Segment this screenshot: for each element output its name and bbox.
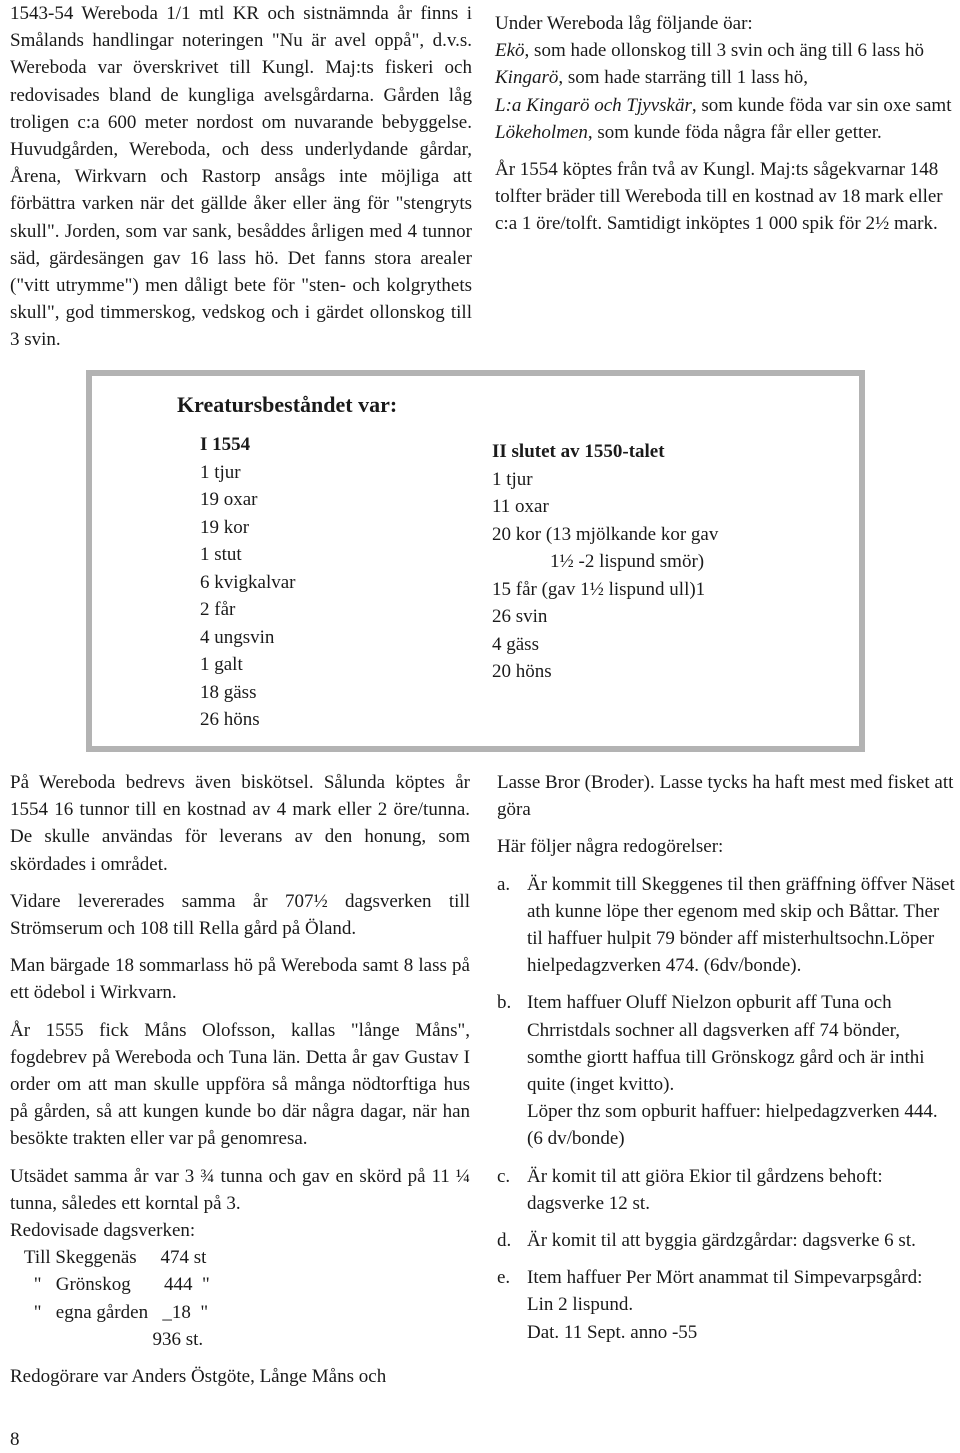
list-item: 6 kvigkalvar	[200, 571, 296, 593]
item-extra: Löper thz som opburit haffuer: hielpedagzverken 444. (6 dv/bonde)	[527, 1101, 938, 1150]
report-item	[497, 1163, 957, 1217]
item-letter: a.	[497, 873, 511, 895]
reporters-continued: Lasse Bror (Broder). Lasse tycks ha haft mest med fisket att göra	[497, 772, 954, 821]
list-item: 1 galt	[200, 654, 243, 675]
intro-paragraph: 1543-54 Wereboda 1/1 mtl KR och sistnämnda år finns i Smålands handlingar noteringen "Nu är avel oppå", d.v.s. Wereboda var överskrivet till Kungl. Maj:ts fiskeri och redovisades bland de kungliga avelsgårdarna. Gården låg troligen c:a 600 meter nordost om nuvarande bebyggelse. Huvudgården, Wereboda, och dess underlydande gårdar, Årena, Wirkvarn och Rastorp ansågs inte möjliga att förbättra varken när det gällde åker eller äng för "stengryts skull". Jorden, som var sank, besåddes årligen med 4 tunnor säd, gärdesängen gav 16 lass hö. Det fanns stora arealer ("vitt utrymme") men dåligt bete för "sten- och kolgrythets skull", god timmerskog, vedskog och i gärdet ollonskog till 3 svin.	[10, 3, 472, 351]
purchase-paragraph: År 1554 köptes från två av Kungl. Maj:ts sågekvarnar 148 tolfter bräder till Wereboda till en kostnad av 18 mark eller c:a 1 öre/tolft. Samtidigt inköptes 1 000 spik för 2½ mark.	[495, 159, 943, 235]
item-extra: Lin 2 lispund.	[527, 1294, 634, 1316]
bottom-right-column	[497, 769, 957, 1346]
dagsverken-row: " Grönskog 444 "	[10, 1274, 210, 1296]
list-item: 1 tjur	[200, 461, 241, 483]
page-number: 8	[10, 1429, 20, 1450]
livestock-title: Kreatursbeståndet var:	[177, 392, 398, 417]
item-letter: d.	[497, 1230, 512, 1252]
list-item: 1 tjur	[492, 468, 533, 490]
livestock-list-late-1550s	[492, 438, 718, 686]
island-line: L:a Kingarö och Tjyvskär, som kunde föda var sin oxe samt	[495, 94, 952, 116]
report-item	[497, 1227, 957, 1254]
harvest-paragraph: Utsädet samma år var 3 ¾ tunna och gav en skörd på 11 ¼ tunna, således ett korntal på 3.	[10, 1165, 470, 1214]
list-item: 26 höns	[200, 709, 260, 730]
item-text: Item haffuer Per Mört anammat til Simpevarpsgård:	[527, 1267, 923, 1289]
report-item	[497, 1264, 957, 1346]
list-item: 18 gäss	[200, 681, 257, 703]
item-text: Är komit til att byggia gärdzgårdar: dagsverke 6 st.	[527, 1230, 916, 1252]
deliveries-paragraph: Vidare levererades samma år 707½ dagsverken till Strömserum och 108 till Rella gård på Öland.	[10, 890, 470, 940]
dagsverken-table	[10, 1244, 470, 1353]
list-item: 1½ -2 lispund smör)	[550, 551, 705, 572]
beekeeping-paragraph: På Wereboda bedrevs även biskötsel. Sålunda köptes år 1554 16 tunnor till en kostnad av 4 mark eller 2 öre/tunna. De skulle användas för leverans av den honung, som skördades i området.	[10, 772, 470, 875]
island-name: L:a Kingarö och Tjyvskär	[495, 94, 692, 116]
dagsverken-row: 936 st.	[10, 1328, 204, 1350]
reporters-paragraph: Redogörare var Anders Östgöte, Långe Måns och	[10, 1366, 387, 1388]
list-item: 4 gäss	[492, 633, 539, 655]
dagsverken-heading: Redovisade dagsverken:	[10, 1220, 196, 1242]
item-date: Dat. 11 Sept. anno -55	[527, 1321, 698, 1343]
livestock-box	[86, 370, 865, 752]
island-line: Kingarö, som hade starräng till 1 lass hö,	[495, 67, 808, 89]
list-item: 2 får	[200, 599, 236, 620]
item-letter: b.	[497, 992, 512, 1014]
list-heading: II slutet av 1550-talet	[492, 441, 665, 462]
report-item	[497, 989, 957, 1152]
item-text: Item haffuer Oluff Nielzon opburit aff Tuna och Chrristdals sochner all dagsverken aff 74 bönder, somthe giortt haffua till Grönskogz gård och är inthi quite (inget kvitto).	[527, 992, 925, 1096]
island-name: Kingarö	[495, 67, 559, 89]
island-name: Ekö	[495, 40, 525, 62]
list-heading: I 1554	[200, 434, 251, 455]
list-item: 4 ungsvin	[200, 626, 275, 648]
island-line: Lökeholmen, som kunde föda några får eller getter.	[495, 121, 882, 143]
top-left-column	[10, 0, 472, 354]
island-name: Lökeholmen	[495, 121, 588, 143]
hay-paragraph: Man bärgade 18 sommarlass hö på Wereboda samt 8 lass på ett ödebol i Wirkvarn.	[10, 955, 470, 1004]
list-item: 11 oxar	[492, 496, 549, 517]
item-text: Är kommit till Skeggenes til then gräffning öffver Näset ath kunne löpe ther egenom med skip och Båttar. Ther til haffuer hulpit 79 bönder aff misterhultsochn.Löper hielpedagzverken 474. (6dv/bonde).	[527, 873, 955, 977]
list-item: 20 kor (13 mjölkande kor gav	[492, 523, 719, 545]
islands-intro: Under Wereboda låg följande öar:	[495, 13, 753, 34]
list-item: 1 stut	[200, 544, 242, 565]
livestock-list-1554	[200, 431, 296, 734]
item-text: Är komit til att giöra Ekior til gårdzens behoft: dagsverke 12 st.	[527, 1165, 883, 1214]
island-line: Ekö, som hade ollonskog till 3 svin och äng till 6 lass hö	[495, 40, 925, 62]
list-item: 19 kor	[200, 516, 250, 538]
reports-intro: Här följer några redogörelser:	[497, 836, 724, 858]
list-item: 19 oxar	[200, 489, 258, 510]
list-item: 15 får (gav 1½ lispund ull)1	[492, 578, 706, 600]
item-letter: e.	[497, 1267, 511, 1289]
list-item: 26 svin	[492, 606, 548, 627]
top-right-column	[495, 10, 955, 238]
list-item: 20 höns	[492, 661, 552, 682]
dagsverken-row: Till Skeggenäs 474 st	[10, 1247, 207, 1269]
report-item	[497, 871, 957, 980]
dagsverken-row: " egna gården _18 "	[10, 1301, 209, 1323]
bailiff-paragraph: År 1555 fick Måns Olofsson, kallas "långe Måns", fogdebrev på Wereboda och Tuna län. Detta år gav Gustav I order om att man skulle uppföra så många nödtorftiga hus på gården, så att kungen kunde bo där några dagar, när han besökte trakten eller var på genomresa.	[10, 1019, 470, 1150]
item-letter: c.	[497, 1165, 511, 1187]
bottom-left-column	[10, 769, 470, 1390]
